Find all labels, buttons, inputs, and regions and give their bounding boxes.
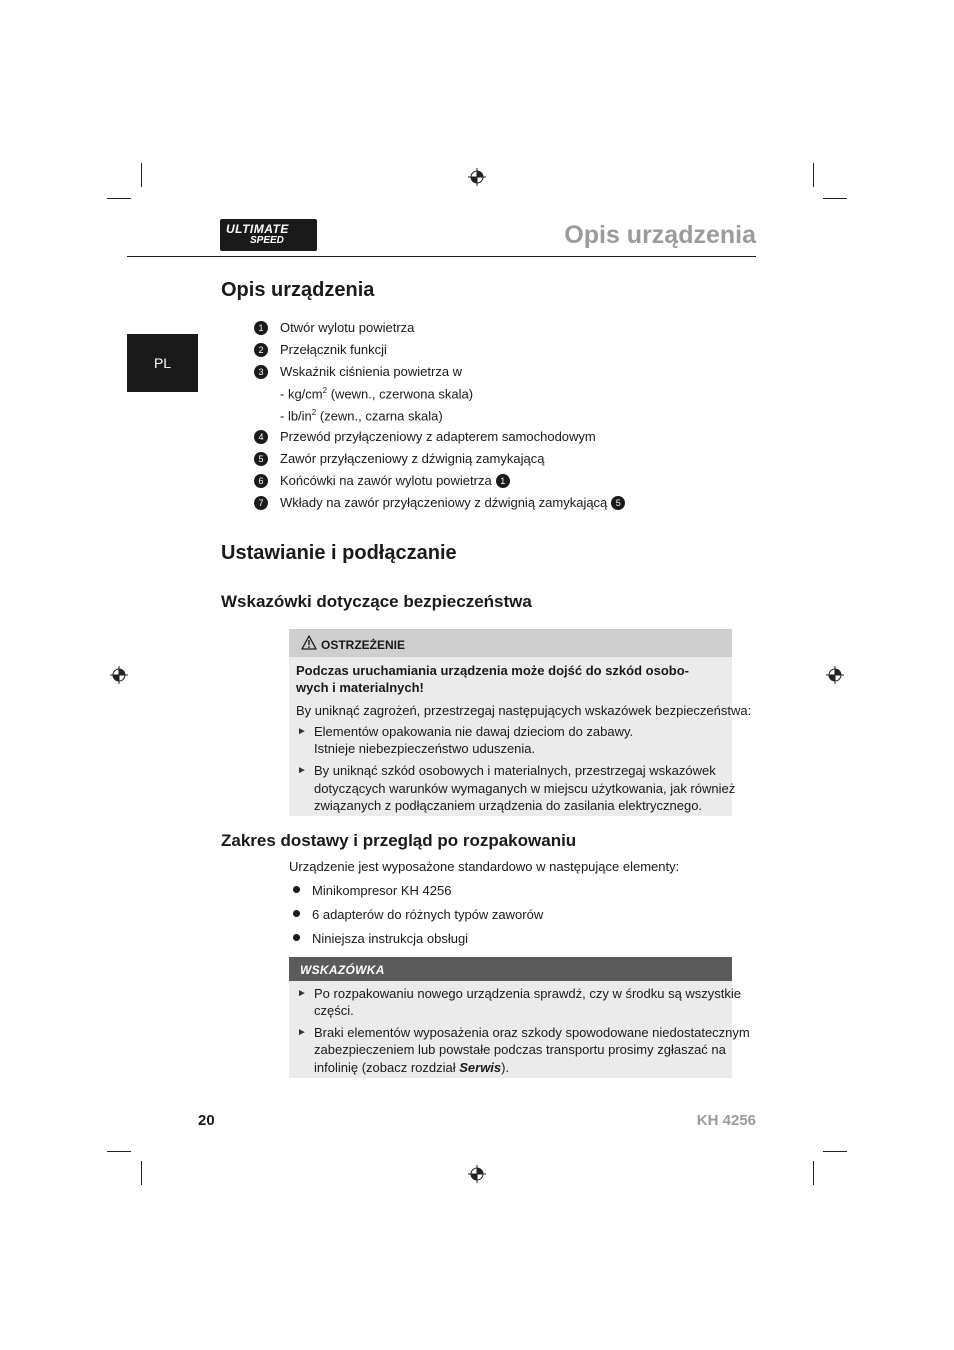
note-text: infolinię (zobacz rozdział: [314, 1060, 460, 1075]
crop-mark: [141, 1161, 142, 1185]
brand-logo: [220, 219, 317, 251]
crop-mark: [813, 1161, 814, 1185]
gauge-scale-desc: (zewn., czarna skala): [316, 408, 443, 424]
bullet-dot-icon: [293, 910, 300, 917]
note-label: WSKAZÓWKA: [300, 963, 385, 977]
warning-item-line: Elementów opakowania nie dawaj dzieciom do zabawy.: [314, 724, 634, 739]
language-tab: PL: [127, 334, 198, 392]
gauge-scale-line: [280, 408, 443, 423]
part-item: [254, 495, 625, 510]
registration-mark-icon: [468, 1165, 486, 1183]
bullet-dot-icon: [293, 934, 300, 941]
warning-intro: By uniknąć zagrożeń, przestrzegaj następujących wskazówek bezpieczeństwa:: [296, 703, 752, 718]
part-item: [254, 473, 510, 488]
part-number: 4: [254, 430, 268, 444]
part-number: 3: [254, 365, 268, 379]
part-label: Przewód przyłączeniowy z adapterem samochodowym: [280, 429, 596, 444]
crop-mark: [823, 198, 847, 199]
warning-item-line: związanych z podłączaniem urządzenia do zasilania elektrycznego.: [314, 798, 703, 813]
arrow-bullet-icon: ►: [297, 1027, 307, 1038]
part-item: [254, 320, 414, 335]
crop-mark: [107, 1151, 131, 1152]
header-divider: [127, 256, 756, 257]
part-label: Wskaźnik ciśnienia powietrza w: [280, 364, 463, 379]
footer-model: KH 4256: [696, 1112, 756, 1129]
warning-bold-line: Podczas uruchamiania urządzenia może dojść do szkód osobo-: [296, 663, 689, 678]
part-item: [254, 364, 462, 379]
part-label: Zawór przyłączeniowy z dźwignią zamykającą: [280, 451, 545, 466]
subheading-safety: Wskazówki dotyczące bezpieczeństwa: [221, 592, 532, 611]
delivery-intro: Urządzenie jest wyposażone standardowo w następujące elementy:: [289, 859, 680, 874]
warning-item-line: By uniknąć szkód osobowych i materialnych, przestrzegaj wskazówek: [314, 763, 716, 778]
note-header: [289, 957, 732, 981]
note-item-line: zabezpieczeniem lub powstałe podczas transportu prosimy zgłaszać na: [314, 1042, 726, 1057]
warning-item-line: Istnieje niebezpieczeństwo uduszenia.: [314, 741, 536, 756]
part-number: 6: [254, 474, 268, 488]
part-label: Otwór wylotu powietrza: [280, 320, 415, 335]
page-number: 20: [198, 1112, 215, 1129]
warning-triangle-icon: [301, 635, 317, 650]
gauge-scale-line: [280, 386, 473, 401]
delivery-item: Minikompresor KH 4256: [312, 883, 452, 898]
warning-bold-line: wych i materialnych!: [296, 680, 424, 695]
section-heading-setup: Ustawianie i podłączanie: [221, 542, 457, 564]
note-item-line: Po rozpakowaniu nowego urządzenia sprawdź, czy w środku są wszystkie: [314, 986, 742, 1001]
warning-item-line: dotyczących warunków wymaganych w miejscu użytkowania, jak również: [314, 781, 736, 796]
crop-mark: [813, 163, 814, 187]
part-label: Końcówki na zawór wylotu powietrza: [280, 473, 492, 488]
chapter-reference: Serwis: [459, 1060, 502, 1075]
warning-label: OSTRZEŻENIE: [321, 638, 406, 652]
warning-header: [289, 629, 732, 657]
registration-mark-icon: [468, 168, 486, 186]
part-number: 2: [254, 343, 268, 357]
part-reference-number: 1: [496, 474, 510, 488]
arrow-bullet-icon: ►: [297, 765, 307, 776]
part-item: [254, 429, 596, 444]
note-text: ).: [501, 1060, 510, 1075]
gauge-scale-desc: (wewn., czerwona skala): [327, 386, 474, 402]
delivery-item: 6 adapterów do różnych typów zaworów: [312, 907, 544, 922]
page-header-title: Opis urządzenia: [564, 221, 756, 249]
part-number: 7: [254, 496, 268, 510]
section-heading-description: Opis urządzenia: [221, 279, 375, 301]
bullet-dot-icon: [293, 886, 300, 893]
note-item-line: Braki elementów wyposażenia oraz szkody spowodowane niedostatecznym: [314, 1025, 750, 1040]
arrow-bullet-icon: ►: [297, 988, 307, 999]
note-item-line: [314, 1059, 509, 1076]
gauge-unit-exponent: 2: [322, 386, 328, 395]
part-number: 5: [254, 452, 268, 466]
note-item-line: części.: [314, 1003, 354, 1018]
delivery-item: Niniejsza instrukcja obsługi: [312, 931, 469, 946]
logo-text-line2: SPEED: [250, 235, 284, 246]
subheading-delivery: Zakres dostawy i przegląd po rozpakowaniu: [221, 831, 577, 850]
registration-mark-icon: [826, 666, 844, 684]
logo-text-line1: ULTIMATE: [226, 222, 289, 236]
arrow-bullet-icon: ►: [297, 726, 307, 737]
part-label: Przełącznik funkcji: [280, 342, 387, 357]
part-number: 1: [254, 321, 268, 335]
part-reference-number: 5: [611, 496, 625, 510]
gauge-unit: - lb/in: [280, 408, 312, 424]
gauge-unit: - kg/cm: [280, 386, 323, 402]
registration-mark-icon: [110, 666, 128, 684]
crop-mark: [823, 1151, 847, 1152]
crop-mark: [107, 198, 131, 199]
part-item: [254, 451, 544, 466]
part-item: [254, 342, 387, 357]
gauge-unit-exponent: 2: [311, 408, 317, 417]
crop-mark: [141, 163, 142, 187]
part-label: Wkłady na zawór przyłączeniowy z dźwignią zamykającą: [280, 495, 608, 510]
